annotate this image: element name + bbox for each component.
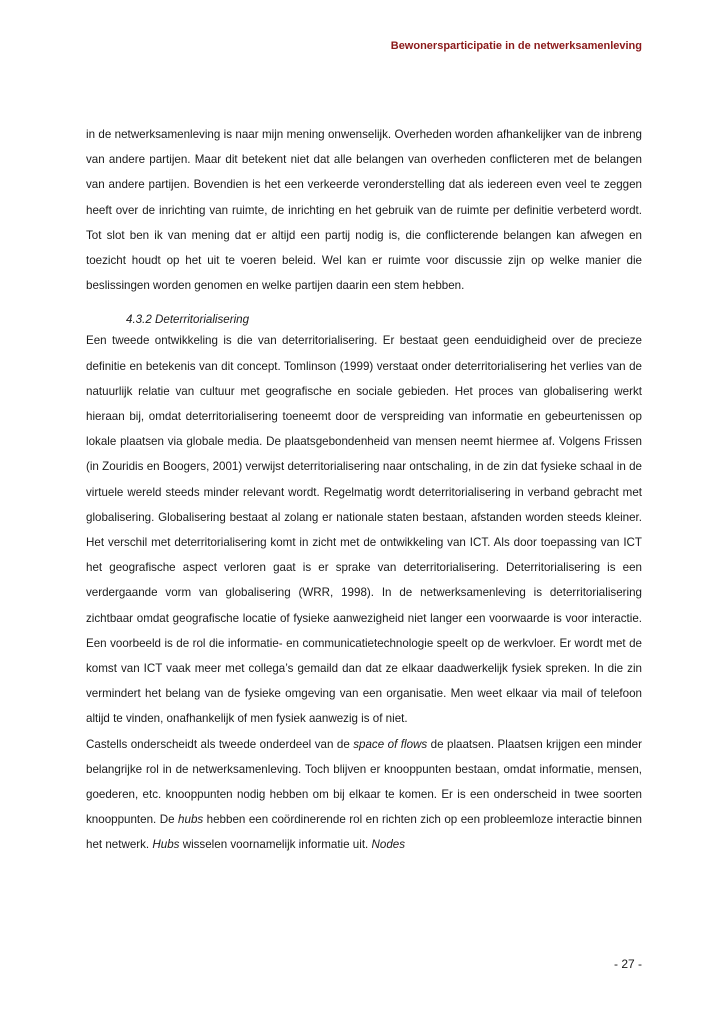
emphasis-nodes: Nodes	[371, 838, 406, 852]
running-header: Bewonersparticipatie in de netwerksamenleving	[390, 40, 642, 52]
emphasis-hubs: hubs	[178, 813, 204, 827]
emphasis-hubs-2: Hubs	[152, 838, 180, 852]
paragraph-3-text-d: wisselen voornamelijk informatie uit.	[179, 838, 372, 852]
paragraph-3-text-c: hebben een coördinerende rol en richten zich op een probleemloze interactie binnen het netwerk.	[86, 813, 642, 852]
paragraph-3-text-b: de plaatsen. Plaatsen krijgen een minder belangrijke rol in de netwerksamenleving. Toch blijven er knooppunten bestaan, omdat informatie, mensen, goederen, etc. knooppunten nodig hebben om bij elkaar te komen. Er is een onderscheid in twee soorten knooppunten. De	[86, 737, 642, 827]
paragraph-3-text-a: Castells onderscheidt als tweede onderdeel van de	[86, 737, 354, 751]
paragraph-3	[86, 732, 642, 858]
paragraph-2: Een tweede ontwikkeling is die van deterritorialisering. Er bestaat geen eenduidigheid over de precieze definitie en betekenis van dit concept. Tomlinson (1999) verstaat onder deterritorialisering het verlies van de natuurlijk relatie van cultuur met geografische en sociale gebieden. Het proces van globalisering werkt hieraan bij, omdat deterritorialisering toeneemt door de verspreiding van informatie en gebeurtenissen op lokale plaatsen via globale media. De plaatsgebondenheid van mensen neemt hiermee af. Volgens Frissen (in Zouridis en Boogers, 2001) verwijst deterritorialisering naar ontschaling, in de zin dat fysieke schaal in de virtuele wereld steeds minder relevant wordt. Regelmatig wordt deterritorialisering in verband gebracht met globalisering. Globalisering bestaat al zolang er nationale staten bestaan, afstanden worden steeds kleiner. Het verschil met deterritorialisering komt in zicht met de ontwikkeling van ICT. Als door toepassing van ICT het geografische aspect verloren gaat is er sprake van deterritorialisering. Deterritorialisering is een verdergaande vorm van globalisering (WRR, 1998). In de netwerksamenleving is deterritorialisering zichtbaar omdat geografische locatie of fysieke aanwezigheid niet langer een voorwaarde is voor interactie. Een voorbeeld is de rol die informatie- en communicatietechnologie speelt op de werkvloer. Er wordt met de komst van ICT vaak meer met collega’s gemaild dan dat ze elkaar daadwerkelijk fysiek spreken. In die zin vermindert het belang van de fysieke omgeving van een organisatie. Men weet elkaar via mail of telefoon altijd te vinden, onafhankelijk of men fysiek aanwezig is of niet.	[86, 334, 642, 726]
paragraph-1: in de netwerksamenleving is naar mijn mening onwenselijk. Overheden worden afhankelijker van de inbreng van andere partijen. Maar dit betekent niet dat alle belangen van overheden conflicteren met de belangen van andere partijen. Bovendien is het een verkeerde veronderstelling dat als iedereen even veel te zeggen heeft over de inrichting van ruimte, de inrichting en het gebruik van de ruimte per definitie verbeterd wordt. Tot slot ben ik van mening dat er altijd een partij nodig is, die conflicterende belangen kan afwegen en toezicht houdt op het uit te voeren beleid. Wel kan er ruimte voor discussie zijn op welke manier die beslissingen worden genomen en welke partijen daarin een stem hebben.	[86, 128, 642, 293]
page-number: - 27 -	[613, 957, 642, 971]
section-subheading: 4.3.2 Deterritorialisering	[126, 313, 250, 327]
emphasis-space-of-flows: space of flows	[353, 737, 428, 751]
document-body	[86, 122, 642, 858]
